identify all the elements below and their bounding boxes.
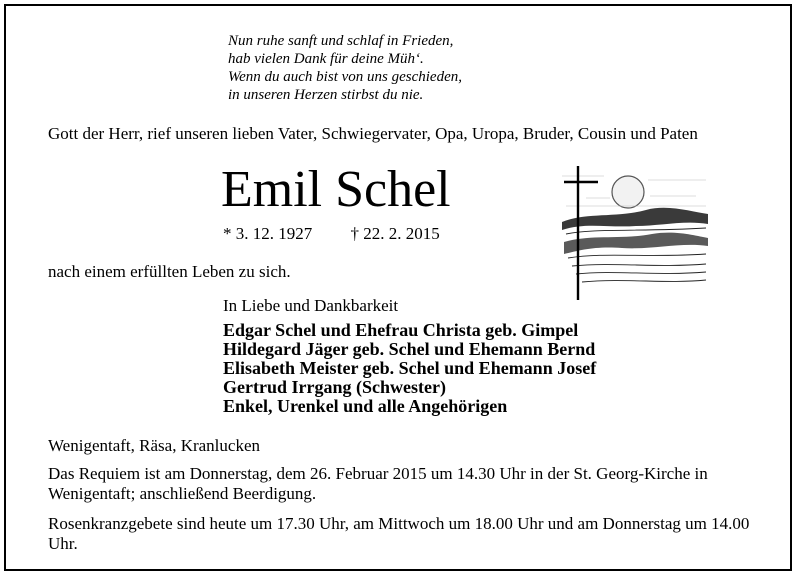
mourner-item: Elisabeth Meister geb. Schel und Ehemann Josef xyxy=(223,358,597,378)
poem-line: in unseren Herzen stirbst du nie. xyxy=(228,87,424,103)
life-dates xyxy=(223,224,440,244)
obituary-frame xyxy=(4,4,792,571)
cross-landscape-icon xyxy=(556,158,714,306)
rosary-info: Rosenkranzgebete sind heute um 17.30 Uhr, am Mittwoch um 18.00 Uhr und am Donnerstag um 14.00 Uhr. xyxy=(48,514,750,553)
places-line: Wenigentaft, Räsa, Kranlucken xyxy=(48,436,260,455)
mourner-item: Edgar Schel und Ehefrau Christa geb. Gimpel xyxy=(223,320,579,340)
poem-line: hab vielen Dank für deine Müh‘. xyxy=(228,51,424,67)
mourner-item: Enkel, Urenkel und alle Angehörigen xyxy=(223,396,508,416)
outro-text: nach einem erfüllten Leben zu sich. xyxy=(48,262,291,281)
poem xyxy=(228,32,462,104)
poem-line: Wenn du auch bist von uns geschieden, xyxy=(228,69,462,85)
mourner-item: Gertrud Irrgang (Schwester) xyxy=(223,377,446,397)
birth-date: * 3. 12. 1927 xyxy=(223,224,313,243)
mourners-list xyxy=(223,321,596,416)
poem-line: Nun ruhe sanft und schlaf in Frieden, xyxy=(228,33,454,49)
deceased-name: Emil Schel xyxy=(221,161,451,218)
requiem-info: Das Requiem ist am Donnerstag, dem 26. Februar 2015 um 14.30 Uhr in der St. Georg-Kirche in Wenigentaft; anschließend Beerdigung. xyxy=(48,464,708,503)
intro-text: Gott der Herr, rief unseren lieben Vater, Schwiegervater, Opa, Uropa, Bruder, Cousin und Paten xyxy=(48,124,698,143)
mourner-item: Hildegard Jäger geb. Schel und Ehemann Bernd xyxy=(223,339,596,359)
death-date: † 22. 2. 2015 xyxy=(350,224,440,243)
love-line: In Liebe und Dankbarkeit xyxy=(223,296,399,315)
